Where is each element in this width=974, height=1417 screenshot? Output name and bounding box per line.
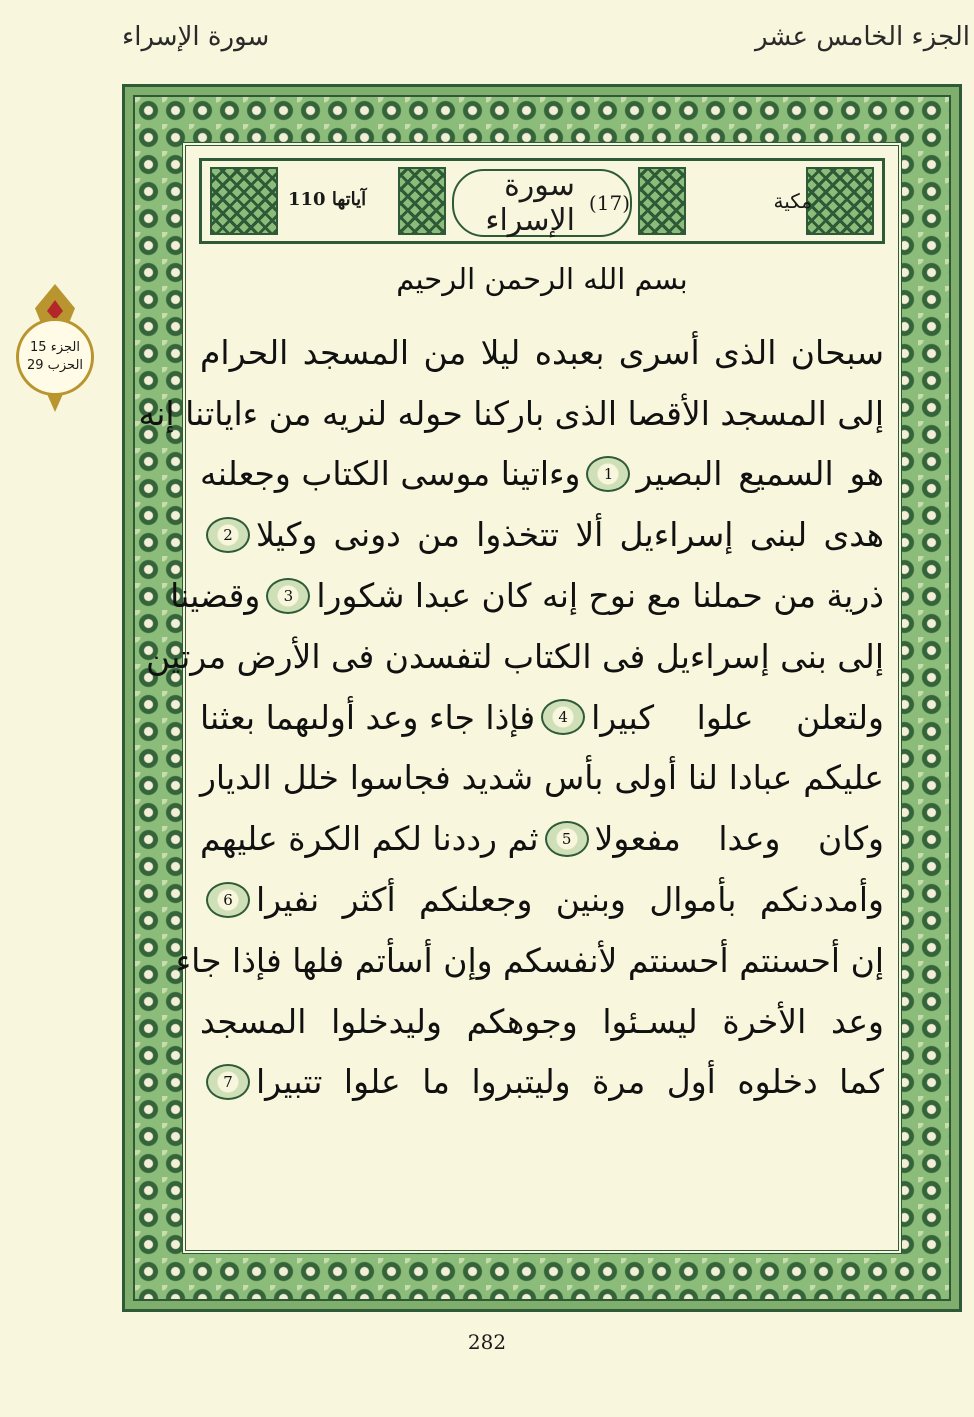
verse-line [200,444,884,505]
surah-running-head: سورة الإسراء [122,22,270,52]
revelation-type: مكية [773,189,812,213]
verse-text: سبحان الذى أسرى بعبده ليلا من المسجد الحرام [200,332,884,372]
verse-text: كما دخلوه أول مرة وليتبروا ما علوا تتبيرا [256,1062,884,1102]
verse-text-continued: وقضينا [170,576,261,616]
verse-line [200,808,884,869]
juz-running-head: الجزء الخامس عشر [754,22,970,52]
verse-line [200,1052,884,1113]
surah-header-banner [199,158,885,244]
ayah-number-marker: 2 [206,517,250,553]
medallion-tail-icon [47,394,63,412]
verse-text: هدى لبنى إسراءيل ألا تتخذوا من دونى وكيلا [256,515,884,555]
verse-line [200,869,884,930]
ayah-number-marker: 3 [266,578,310,614]
ayah-number-marker: 6 [206,882,250,918]
surah-title-cartouche [452,169,632,237]
verse-text: إلى بنى إسراءيل فى الكتاب لتفسدن فى الأرض مرتين [146,636,884,676]
verse-text: عليكم عبادا لنا أولى بأس شديد فجاسوا خلل الديار [200,758,884,798]
surah-title: سورة الإسراء [485,168,575,238]
ayah-number-marker: 1 [586,456,630,492]
verse-line [200,322,884,383]
verse-text: وعد الأخرة ليسـئوا وجوهكم وليدخلوا المسجد [200,1001,884,1041]
verse-text: وكان وعدا مفعولا [594,819,884,859]
basmala: بسم الله الرحمن الرحيم [396,262,688,296]
verse-text-continued: فإذا جاء وعد أولىهما بعثنا [200,697,536,737]
verse-line [175,930,884,991]
verse-line [200,687,884,748]
verse-line [200,748,884,809]
medallion-disc [16,318,94,396]
verse-text-continued: وءاتينا موسى الكتاب وجعلنه [200,454,581,494]
verse-line [138,383,884,444]
banner-ornament-inner-left [398,167,446,235]
surah-number: (17) [588,191,630,215]
verse-text-continued: ثم رددنا لكم الكرة عليهم [200,819,539,859]
hizb-number: الحزب 29 [26,358,84,373]
verse-text: وأمددنكم بأموال وبنين وجعلنكم أكثر نفيرا [256,880,884,920]
verse-text: ذرية من حملنا مع نوح إنه كان عبدا شكورا [316,576,884,616]
banner-ornament-right [806,167,874,235]
verse-line [146,626,884,687]
banner-ornament-inner-right [638,167,686,235]
verse-lines [138,322,884,1112]
banner-ornament-left [210,167,278,235]
ayah-count: آياتها 110 [288,189,367,210]
page-number: 282 [467,1330,507,1354]
verse-line [200,504,884,565]
verse-text: إن أحسنتم أحسنتم لأنفسكم وإن أسأتم فلها فإذا جاء [175,940,884,980]
verse-text: هو السميع البصير [636,454,884,494]
juz-number: الجزء 15 [30,340,80,355]
ayah-number-marker: 4 [541,699,585,735]
ayah-number-marker: 7 [206,1064,250,1100]
verse-text: إلى المسجد الأقصا الذى باركنا حوله لنريه من ءاياتنا إنه [138,393,884,433]
ayah-number-marker: 5 [545,821,589,857]
verse-line [170,565,884,626]
verse-line [200,991,884,1052]
verse-text: ولتعلن علوا كبيرا [591,697,884,737]
juz-hizb-medallion [14,284,96,414]
